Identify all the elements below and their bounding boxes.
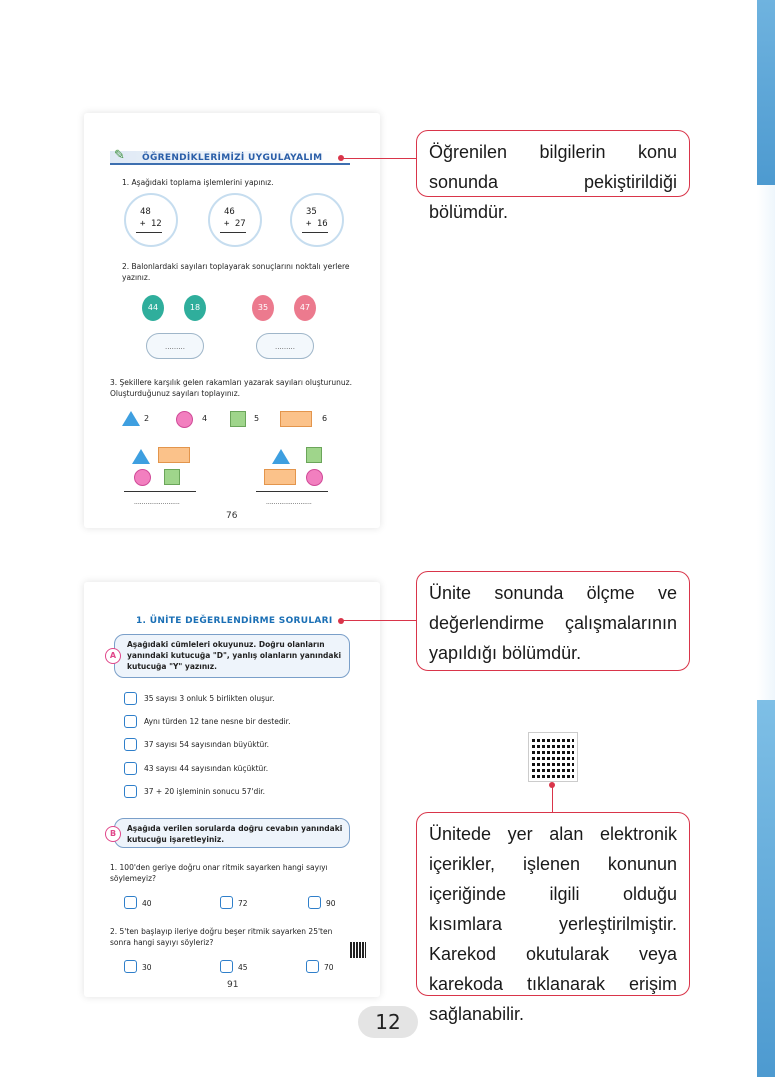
box-letter-b: B — [105, 826, 121, 842]
option-label: 30 — [142, 963, 152, 972]
circle-shape — [134, 469, 151, 486]
assessment-q2: 2. 5'ten başlayıp ileriye doğru beşer ritmik sayarken 25'ten sonra hangi sayıyı söyleriz? — [110, 927, 333, 947]
addition-circle-2 — [208, 193, 262, 247]
addend-bottom: + 16 — [306, 219, 328, 229]
answer-checkbox[interactable] — [124, 762, 137, 775]
option-checkbox[interactable] — [124, 960, 137, 973]
practice-title: ÖĞRENDİKLERİMİZİ UYGULAYALIM — [142, 153, 323, 163]
practice-q1: 1. Aşağıdaki toplama işlemlerini yapınız. — [122, 178, 274, 187]
callout-practice: Öğrenilen bilgilerin konu sonunda pekiştirildiği bölümdür. — [416, 130, 690, 197]
addition-circle-3 — [290, 193, 344, 247]
addend-bottom: + 12 — [140, 219, 162, 229]
statement-item: Aynı türden 12 tane nesne bir destedir. — [144, 717, 291, 726]
triangle-shape — [132, 449, 150, 464]
qr-code-icon[interactable] — [529, 733, 577, 781]
circle-shape — [306, 469, 323, 486]
sum-line — [220, 232, 246, 233]
statement-item: 37 + 20 işleminin sonucu 57'dir. — [144, 787, 266, 796]
answer-cloud: ......... — [146, 333, 204, 359]
side-tab-top — [757, 0, 775, 185]
answer-cloud: ......... — [256, 333, 314, 359]
page-number: 12 — [358, 1006, 418, 1038]
addend-top: 46 — [224, 207, 235, 217]
option-checkbox[interactable] — [308, 896, 321, 909]
sample-page-assessment — [84, 582, 380, 997]
answer-checkbox[interactable] — [124, 785, 137, 798]
instruction-box-a: Aşağıdaki cümleleri okuyunuz. Doğru olanların yanındaki kutucuğa "D", yanlış olanların yanındaki kutucuğa "Y" yazınız. — [114, 634, 350, 678]
title-marker — [338, 618, 344, 624]
balloon: 44 — [142, 295, 164, 321]
pencil-icon: ✎ — [114, 148, 125, 163]
leader-line — [552, 784, 553, 812]
statement-item: 35 sayısı 3 onluk 5 birlikten oluşur. — [144, 694, 275, 703]
sum-line — [124, 491, 196, 492]
side-tab-bottom — [757, 700, 775, 1077]
legend-value: 6 — [322, 414, 328, 423]
rectangle-shape — [158, 447, 190, 463]
legend-value: 5 — [254, 414, 260, 423]
assessment-title: 1. ÜNİTE DEĞERLENDİRME SORULARI — [136, 616, 333, 626]
practice-q2: 2. Balonlardaki sayıları toplayarak sonuçlarını noktalı yerlere yazınız. — [122, 262, 350, 282]
leader-line — [340, 158, 416, 159]
option-label: 40 — [142, 899, 152, 908]
box-letter-a: A — [105, 648, 121, 664]
legend-value: 2 — [144, 414, 150, 423]
practice-q3: 3. Şekillere karşılık gelen rakamları yazarak sayıları oluşturunuz. Oluşturduğunuz sayıları toplayınız. — [110, 378, 352, 398]
sum-line — [256, 491, 328, 492]
answer-checkbox[interactable] — [124, 738, 137, 751]
answer-dots: ........................ — [134, 499, 180, 506]
rectangle-shape — [264, 469, 296, 485]
sample-page-practice — [84, 113, 380, 528]
addend-top: 35 — [306, 207, 317, 217]
square-shape — [230, 411, 246, 427]
legend-value: 4 — [202, 414, 208, 423]
square-shape — [306, 447, 322, 463]
statement-item: 37 sayısı 54 sayısından büyüktür. — [144, 740, 270, 749]
addition-circle-1 — [124, 193, 178, 247]
statement-item: 43 sayısı 44 sayısından küçüktür. — [144, 764, 269, 773]
option-label: 90 — [326, 899, 336, 908]
answer-dots: ........................ — [266, 499, 312, 506]
sum-line — [136, 232, 162, 233]
addend-bottom: + 27 — [224, 219, 246, 229]
option-checkbox[interactable] — [306, 960, 319, 973]
square-shape — [164, 469, 180, 485]
balloon: 18 — [184, 295, 206, 321]
sum-line — [302, 232, 328, 233]
balloon: 47 — [294, 295, 316, 321]
leader-dot — [549, 782, 555, 788]
answer-checkbox[interactable] — [124, 692, 137, 705]
instruction-box-b: Aşağıda verilen sorularda doğru cevabın yanındaki kutucuğu işaretleyiniz. — [114, 818, 350, 848]
option-label: 72 — [238, 899, 248, 908]
circle-shape — [176, 411, 193, 428]
option-checkbox[interactable] — [220, 960, 233, 973]
option-label: 70 — [324, 963, 334, 972]
callout-qr: Ünitede yer alan elektronik içerikler, işlenen konunun içeriğinde ilgili olduğu kısımlara yerleştirilmiştir. Karekod okutularak veya karekoda tıklanarak erişim sağlanabilir. — [416, 812, 690, 996]
rectangle-shape — [280, 411, 312, 427]
qr-code-icon[interactable] — [350, 942, 366, 958]
triangle-shape — [272, 449, 290, 464]
leader-line — [340, 620, 416, 621]
triangle-shape — [122, 411, 140, 426]
sample-page-number: 91 — [227, 980, 239, 990]
option-checkbox[interactable] — [124, 896, 137, 909]
callout-assessment: Ünite sonunda ölçme ve değerlendirme çalışmalarının yapıldığı bölümdür. — [416, 571, 690, 671]
side-tab-middle — [757, 185, 775, 700]
balloon: 35 — [252, 295, 274, 321]
option-label: 45 — [238, 963, 248, 972]
addend-top: 48 — [140, 207, 151, 217]
assessment-q1: 1. 100'den geriye doğru onar ritmik sayarken hangi sayıyı söylemeyiz? — [110, 863, 328, 883]
sample-page-number: 76 — [226, 511, 238, 521]
option-checkbox[interactable] — [220, 896, 233, 909]
answer-checkbox[interactable] — [124, 715, 137, 728]
